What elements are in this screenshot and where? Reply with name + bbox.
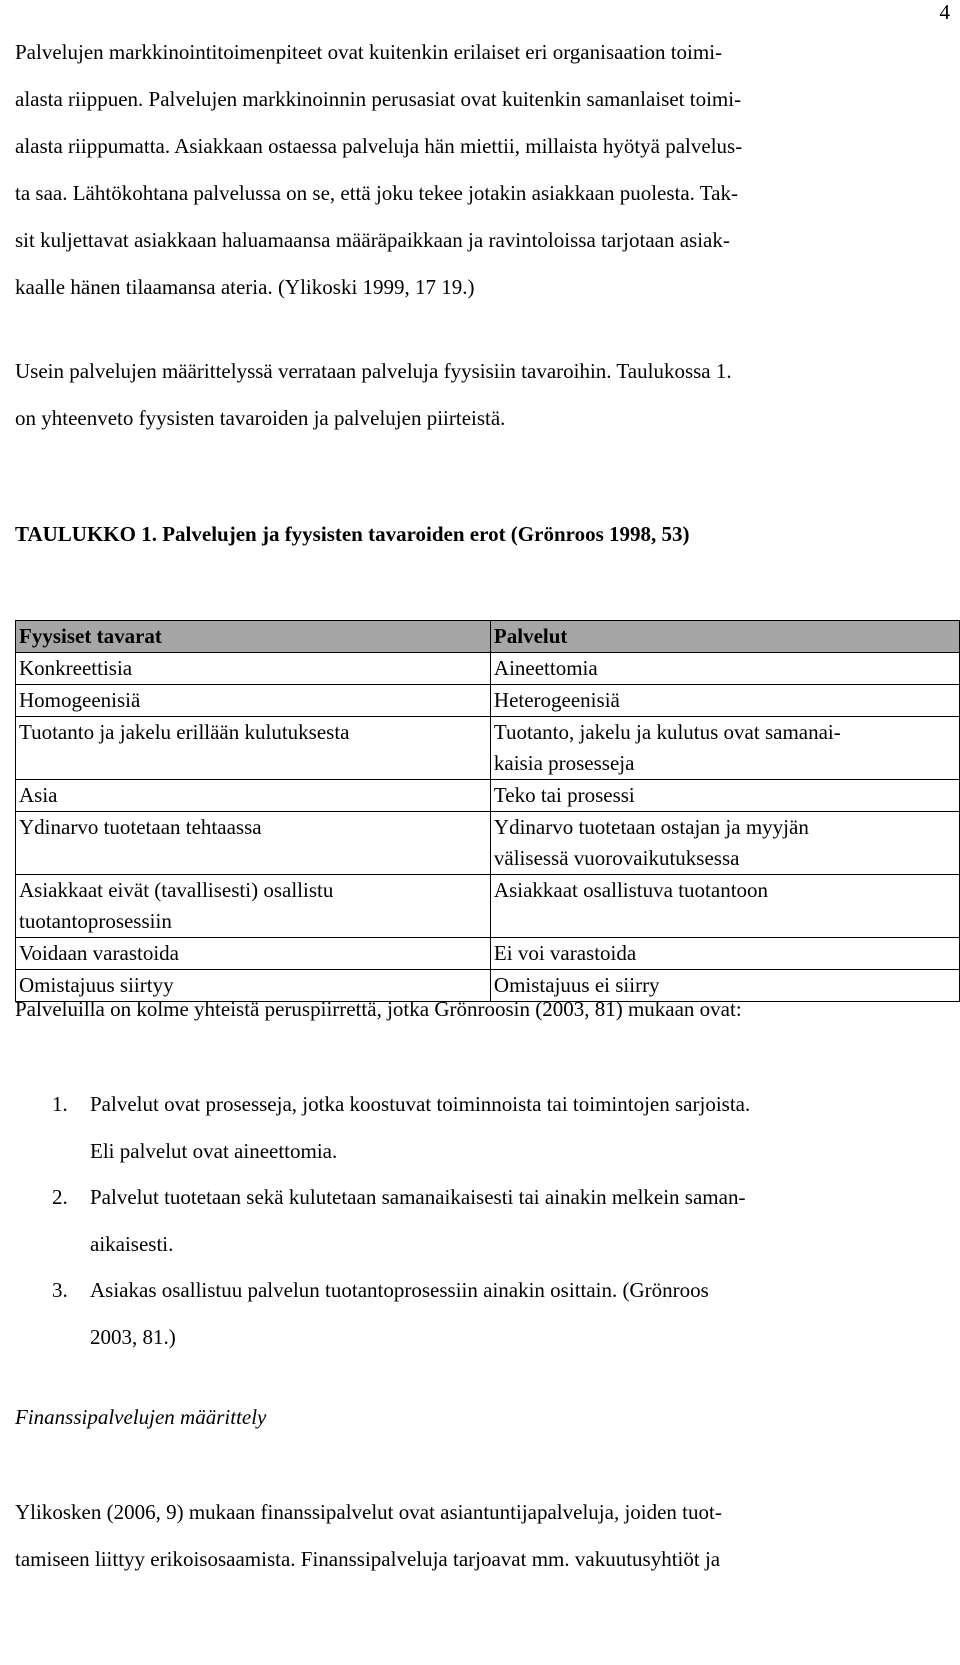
text-line: alasta riippumatta. Asiakkaan ostaessa palveluja hän miettii, millaista hyötyä palvelus-: [15, 134, 743, 158]
text-line: Eli palvelut ovat aineettomia.: [90, 1139, 338, 1163]
physical-goods-cell: Voidaan varastoida: [16, 938, 491, 970]
table-row: [16, 938, 960, 970]
table-row: [16, 875, 960, 938]
text-line: Ylikosken (2006, 9) mukaan finanssipalvelut ovat asiantuntijapalveluja, joiden tuot-: [15, 1500, 722, 1524]
text-line: aikaisesti.: [90, 1232, 174, 1256]
physical-goods-cell: Omistajuus siirtyy: [16, 970, 491, 1002]
services-cell: Omistajuus ei siirry: [490, 970, 959, 1002]
list-number: 3.: [52, 1278, 68, 1302]
text-line: Palveluilla on kolme yhteistä peruspiirrettä, jotka Grönroosin (2003, 81) mukaan ovat:: [15, 997, 742, 1021]
table-row: [16, 717, 960, 780]
table-row: [16, 780, 960, 812]
physical-goods-cell: Tuotanto ja jakelu erillään kulutuksesta: [16, 717, 491, 780]
table-caption: TAULUKKO 1. Palvelujen ja fyysisten tavaroiden erot (Grönroos 1998, 53): [15, 522, 690, 546]
text-line: Asiakas osallistuu palvelun tuotantoprosessiin ainakin osittain. (Grönroos: [90, 1278, 709, 1302]
page-number: 4: [939, 0, 950, 24]
text-line: Usein palvelujen määrittelyssä verrataan palveluja fyysisiin tavaroihin. Taulukossa 1.: [15, 359, 732, 383]
text-line: 2003, 81.): [90, 1325, 176, 1349]
physical-goods-cell: Asia: [16, 780, 491, 812]
table-header-row: [16, 621, 960, 653]
list-number: 2.: [52, 1185, 68, 1209]
physical-goods-cell: Ydinarvo tuotetaan tehtaassa: [16, 812, 491, 875]
text-line: alasta riippuen. Palvelujen markkinoinnin perusasiat ovat kuitenkin samanlaiset toimi-: [15, 87, 742, 111]
text-line: Palvelut ovat prosesseja, jotka koostuvat toiminnoista tai toimintojen sarjoista.: [90, 1092, 751, 1116]
physical-goods-cell: Homogeenisiä: [16, 685, 491, 717]
table-row: [16, 685, 960, 717]
table-row: [16, 812, 960, 875]
services-cell: Ei voi varastoida: [490, 938, 959, 970]
text-line: Palvelujen markkinointitoimenpiteet ovat kuitenkin erilaiset eri organisaation toimi-: [15, 40, 723, 64]
services-cell: Heterogeenisiä: [490, 685, 959, 717]
services-cell: Aineettomia: [490, 653, 959, 685]
text-line: Palvelut tuotetaan sekä kulutetaan samanaikaisesti tai ainakin melkein saman-: [90, 1185, 746, 1209]
text-line: tamiseen liittyy erikoisosaamista. Finanssipalveluja tarjoavat mm. vakuutusyhtiöt ja: [15, 1547, 721, 1571]
list-number: 1.: [52, 1092, 68, 1116]
services-cell: Ydinarvo tuotetaan ostajan ja myyjän välisessä vuorovaikutuksessa: [490, 812, 959, 875]
text-line: on yhteenveto fyysisten tavaroiden ja palvelujen piirteistä.: [15, 406, 506, 430]
section-subheading: Finanssipalvelujen määrittely: [15, 1405, 267, 1429]
text-line: kaalle hänen tilaamansa ateria. (Ylikoski 1999, 17 19.): [15, 275, 475, 299]
services-cell: Asiakkaat osallistuva tuotantoon: [490, 875, 959, 938]
services-cell: Tuotanto, jakelu ja kulutus ovat samanai- kaisia prosesseja: [490, 717, 959, 780]
services-cell: Teko tai prosessi: [490, 780, 959, 812]
physical-goods-cell: Asiakkaat eivät (tavallisesti) osallistu tuotantoprosessiin: [16, 875, 491, 938]
table-row: [16, 653, 960, 685]
text-line: sit kuljettavat asiakkaan haluamaansa määräpaikkaan ja ravintoloissa tarjotaan asiak-: [15, 228, 730, 252]
comparison-table: [15, 620, 960, 1002]
physical-goods-cell: Konkreettisia: [16, 653, 491, 685]
table-header-cell: Palvelut: [490, 621, 959, 653]
table-header-cell: Fyysiset tavarat: [16, 621, 491, 653]
text-line: ta saa. Lähtökohtana palvelussa on se, että joku tekee jotakin asiakkaan puolesta. Tak-: [15, 181, 738, 205]
